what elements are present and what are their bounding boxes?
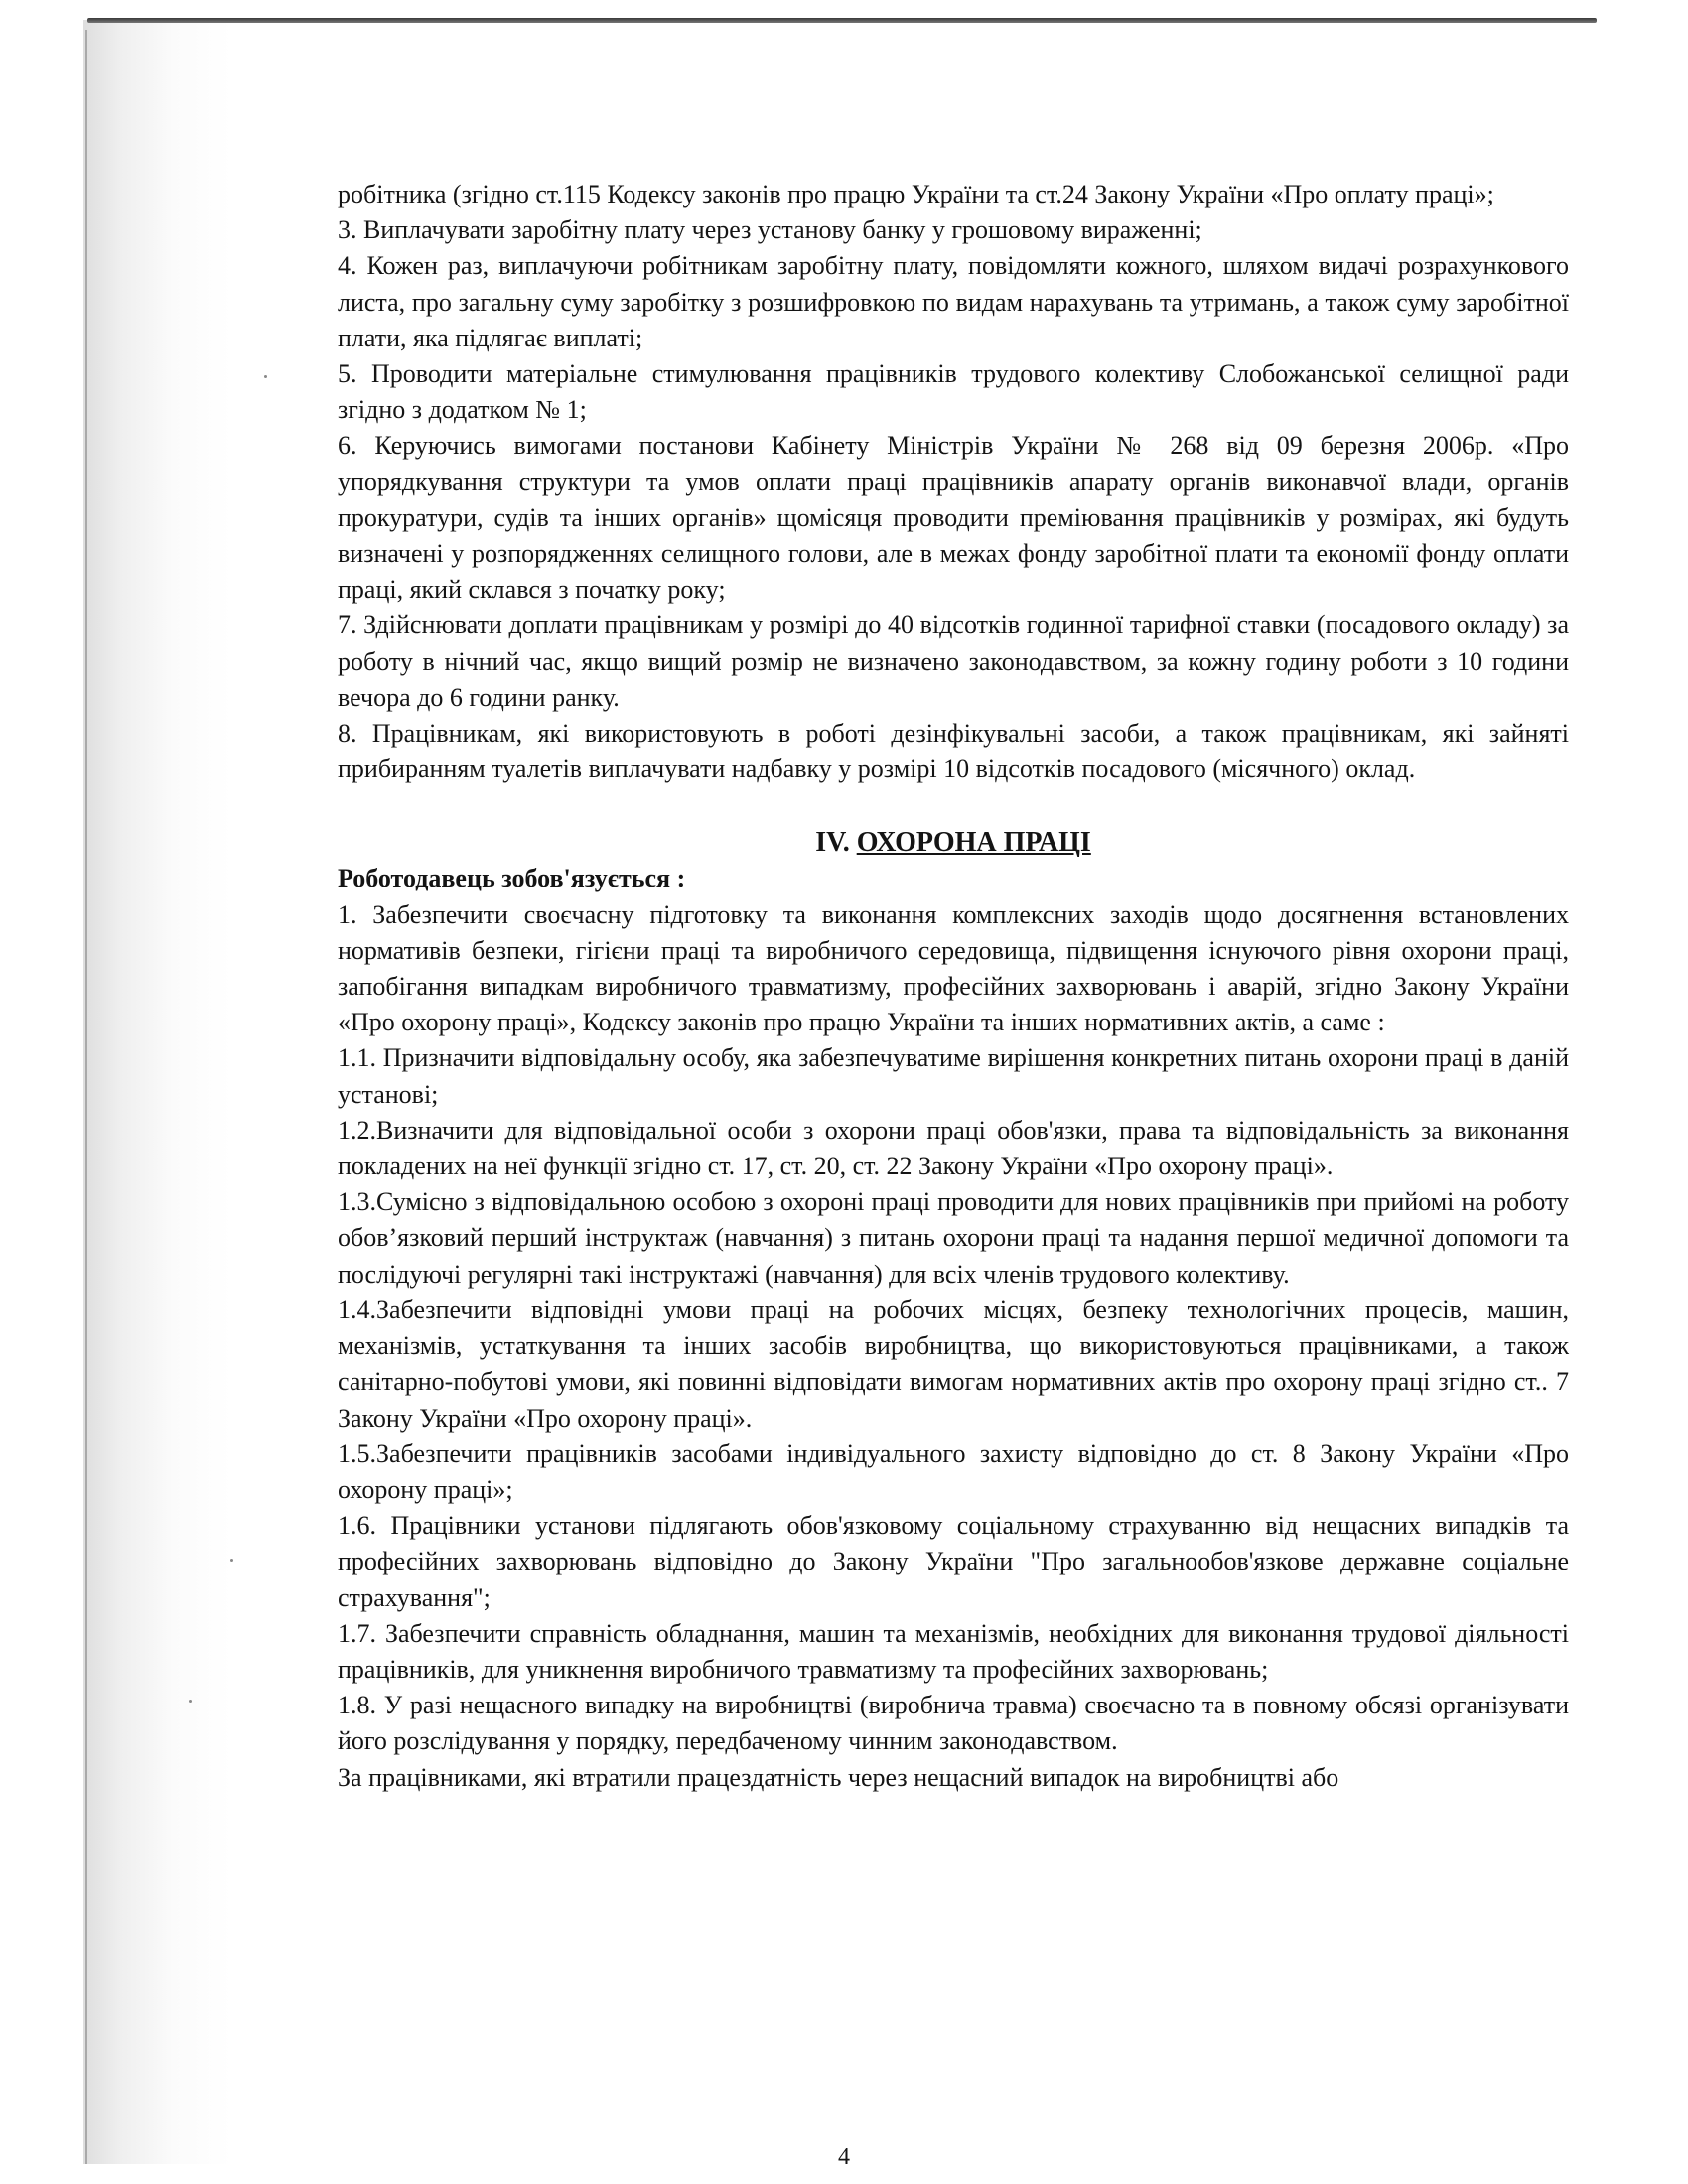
scan-speck (189, 1700, 192, 1703)
paragraph: За працівниками, які втратили працездатність через нещасний випадок на виробництві або (338, 1762, 1339, 1792)
paragraph: 1.4.Забезпечити відповідні умови праці на робочих місцях, безпеку технологічних процесів, машин, механізмів, устаткування та інших засобів виробництва, що використовуються працівниками, а також санітарно-побутові умови, які повинні відповідати вимогам нормативних актів про охорону праці згідно ст.. 7 Закону України «Про охорону праці». (338, 1295, 1569, 1433)
paragraph: 1.6. Працівники установи підлягають обов'язковому соціальному страхуванню від нещасних випадків та професійних захворювань відповідно до Закону України "Про загальнообов'язкове державне соціальне страхування"; (338, 1511, 1569, 1612)
paragraph: 4. Кожен раз, виплачуючи робітникам заробітну плату, повідомляти кожного, шляхом видачі розрахункового листа, про загальну суму заробітку з розшифровкою по видам нарахувань та утримань, а також суму заробітної плати, яка підлягає виплаті; (338, 251, 1569, 352)
section-number: IV. (815, 827, 850, 859)
paragraph: 1.3.Сумісно з відповідальною особою з охороні праці проводити для нових працівників при прийомі на роботу обов’язковий перший інструктаж (навчання) з питань охорони праці та надання першої медичної допомоги та послідуючі регулярні такі інструктажі (навчання) для всіх членів трудового колективу. (338, 1187, 1569, 1289)
scan-top-edge (87, 18, 1597, 23)
paragraph: 7. Здійснювати доплати працівникам у розмірі до 40 відсотків годинної тарифної ставки (посадового окладу) за роботу в нічний час, якщо вищий розмір не визначено законодавством, за кожну годину роботи з 10 години вечора до 6 години ранку. (338, 611, 1569, 712)
paragraph: 6. Керуючись вимогами постанови Кабінету Міністрів України № 268 від 09 березня 2006р. «Про упорядкування структури та умов оплати праці працівників апарату органів виконавчої влади, органів прокуратури, судів та інших органів» щомісяця проводити преміювання працівників у розмірах, які будуть визначені у розпорядженнях селищного голови, але в межах фонду заробітної плати та економії фонду оплати праці, який склався з початку року; (338, 431, 1569, 605)
paragraph: 3. Виплачувати заробітну плату через установу банку у грошовому вираженні; (338, 215, 1202, 245)
paragraph: 1.2.Визначити для відповідальної особи з охорони праці обов'язки, права та відповідальність за виконання покладених на неї функції згідно ст. 17, ст. 20, ст. 22 Закону України «Про охорону праці». (338, 1115, 1569, 1181)
scan-speck (230, 1559, 233, 1562)
scan-left-edge (85, 30, 87, 2164)
paragraph: 1.7. Забезпечити справність обладнання, машин та механізмів, необхідних для виконання трудової діяльності працівників, для уникнення виробничого травматизму та професійних захворювань; (338, 1618, 1569, 1684)
scan-speck (264, 375, 267, 378)
paragraph: 1.8. У разі нещасного випадку на виробництві (виробнича травма) своєчасно та в повному обсязі організувати його розслідування у порядку, передбаченому чинним законодавством. (338, 1691, 1569, 1756)
document-body (338, 177, 1569, 1796)
section-subheading: Роботодавець зобов'язується : (338, 864, 686, 893)
scan-gutter-shadow (83, 20, 232, 2164)
paragraph: 8. Працівникам, які використовують в роботі дезінфікувальні засоби, а також працівникам, які зайняті прибиранням туалетів виплачувати надбавку у розмірі 10 відсотків посадового (місячного) оклад. (338, 719, 1569, 784)
section-heading (338, 825, 1569, 861)
paragraph: 1.5.Забезпечити працівників засобами індивідуального захисту відповідно до ст. 8 Закону України «Про охорону праці»; (338, 1438, 1569, 1504)
section-title: ОХОРОНА ПРАЦІ (856, 827, 1091, 859)
paragraph: 1. Забезпечити своєчасну підготовку та виконання комплексних заходів щодо досягнення встановлених нормативів безпеки, гігієни праці та виробничого середовища, підвищення існуючого рівня охорони праці, запобігання випадкам виробничого травматизму, професійних захворювань і аварій, згідно Закону України «Про охорону праці», Кодексу законів про працю України та інших нормативних актів, а саме : (338, 899, 1569, 1037)
paragraph: робітника (згідно ст.115 Кодексу законів про працю України та ст.24 Закону України «Про оплату праці»; (338, 180, 1494, 208)
paragraph: 5. Проводити матеріальне стимулювання працівників трудового колективу Слобожанської селищної ради згідно з додатком № 1; (338, 359, 1569, 425)
paragraph: 1.1. Призначити відповідальну особу, яка забезпечуватиме вирішення конкретних питань охорони праці в даній установі; (338, 1043, 1569, 1109)
page-number: 4 (838, 2144, 850, 2170)
